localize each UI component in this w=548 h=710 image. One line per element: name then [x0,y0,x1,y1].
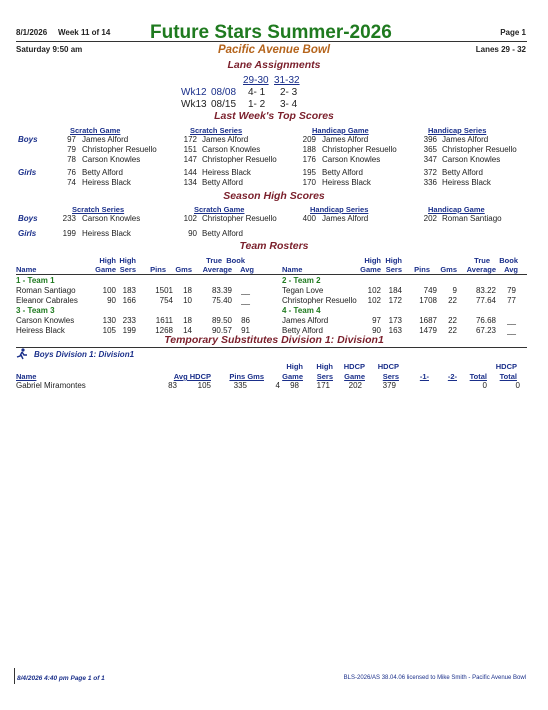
player-stat: __ [241,296,250,305]
sub-stat: 0 [515,381,520,390]
player-stat: 1479 [419,326,437,335]
lane-date: 08/08 [211,87,237,98]
score-value: 134 [183,178,197,187]
col-head: Sers [385,265,402,274]
score-value: 172 [183,135,197,144]
col-head: High [316,362,333,371]
player-stat: 1687 [419,316,437,325]
player-stat: 9 [452,286,457,295]
col-head: -2- [447,372,457,381]
player-name: James Alford [282,316,329,325]
bowler-name: Christopher Resuello [442,145,517,154]
boys-label: Boys [18,214,38,223]
player-stat: 100 [102,286,116,295]
lane-date: 08/15 [211,99,237,110]
col-head: Name [282,265,303,274]
lane-week: Wk13 [181,99,207,110]
col-head: High [119,256,136,265]
player-stat: 75.40 [211,296,232,305]
team-name: 4 - Team 4 [282,306,321,315]
player-name: Betty Alford [282,326,323,335]
player-stat: 22 [448,316,457,325]
col-head: Pins [150,265,166,274]
score-value: 209 [302,135,316,144]
player-stat: 89.50 [211,316,232,325]
subs-group: Boys Division 1: Division1 [34,350,135,359]
player-stat: 102 [367,296,381,305]
score-value: 78 [67,155,76,164]
col-head: Sers [382,372,399,381]
score-value: 144 [183,168,197,177]
team-rosters-title: Team Rosters [239,240,309,252]
col-scratch-game: Scratch Game [194,205,245,214]
col-head: Gms [440,265,457,274]
score-value: 102 [183,214,197,223]
team-name: 3 - Team 3 [16,306,55,315]
col-head: HDCP [495,362,517,371]
bowler-name: Heiress Black [442,178,491,187]
score-value: 365 [423,145,437,154]
player-stat: 10 [183,296,192,305]
player-stat: 184 [388,286,402,295]
col-head: True [474,256,490,265]
sub-stat: 98 [290,381,299,390]
player-stat: 233 [122,316,136,325]
page-label: Page 1 [500,28,526,37]
lane-match: 4- 1 [248,87,266,98]
col-head: Game [344,372,365,381]
bowler-name: Carson Knowles [442,155,501,164]
player-stat: __ [507,316,516,325]
bowler-name: James Alford [442,135,489,144]
day-time: Saturday 9:50 am [16,45,83,54]
col-head: Game [95,265,116,274]
score-value: 176 [302,155,316,164]
col-head: Avg HDCP [173,372,211,381]
lane-pair-1: 29-30 [243,75,269,86]
score-value: 347 [423,155,437,164]
sub-name: Gabriel Miramontes [16,381,86,390]
player-stat: 91 [241,326,250,335]
bowler-name: Roman Santiago [442,214,502,223]
license-text: BLS-2026/AS 38.04.06 licensed to Mike Smith - Pacific Avenue Bowl [343,675,526,681]
printed-date: 8/4/2026 4:40 pm Page 1 of 1 [17,675,105,682]
boys-label: Boys [18,135,38,144]
col-scratch-series: Scratch Series [72,205,125,214]
sub-stat: 4 [275,381,280,390]
col-head: HDCP [377,362,399,371]
bowler-name: Betty Alford [322,168,363,177]
score-value: 151 [183,145,197,154]
player-stat: 163 [388,326,402,335]
player-stat: 173 [388,316,402,325]
score-value: 97 [67,135,76,144]
player-name: Eleanor Cabrales [16,296,78,305]
col-scratch-game: Scratch Game [70,126,121,135]
bowler-name: Heiress Black [202,168,251,177]
player-stat: 102 [367,286,381,295]
player-name: Carson Knowles [16,316,75,325]
col-head: Average [202,265,232,274]
sub-stat: 83 [168,381,177,390]
player-name: Heiress Black [16,326,65,335]
col-head: Game [282,372,303,381]
bowler-name: Betty Alford [202,229,243,238]
player-stat: 79 [507,286,516,295]
player-stat: 1708 [419,296,437,305]
player-stat: 105 [102,326,116,335]
col-head: -1- [419,372,429,381]
col-head: High [385,256,402,265]
sub-stat: 202 [348,381,362,390]
col-head: High [286,362,303,371]
score-value: 195 [302,168,316,177]
lane-match: 2- 3 [280,87,298,98]
report-date: 8/1/2026 [16,28,48,37]
subs-title: Temporary Substitutes Division 1: Division1 [164,334,384,346]
player-name: Tegan Love [282,286,324,295]
player-stat: 22 [448,326,457,335]
sub-stat: 0 [482,381,487,390]
col-head: Gms [175,265,192,274]
score-value: 79 [67,145,76,154]
bowler-name: Heiress Black [82,229,131,238]
score-value: 202 [423,214,437,223]
player-stat: 22 [448,296,457,305]
col-head: Game [360,265,381,274]
girls-label: Girls [18,229,37,238]
bowler-name: Heiress Black [82,178,131,187]
col-head: Avg [240,265,254,274]
score-value: 74 [67,178,76,187]
player-stat: 749 [423,286,437,295]
player-stat: 90 [372,326,381,335]
bowler-icon [16,348,28,362]
bowler-name: Betty Alford [442,168,483,177]
player-stat: 172 [388,296,402,305]
bowler-name: Carson Knowles [82,214,141,223]
sub-stat: 171 [316,381,330,390]
bowler-name: Christopher Resuello [82,145,157,154]
col-scratch-series: Scratch Series [190,126,243,135]
player-stat: 1611 [155,316,173,325]
lane-match: 3- 4 [280,99,298,110]
bowler-name: Christopher Resuello [202,155,277,164]
lane-week: Wk12 [181,87,207,98]
sub-stat: 105 [197,381,211,390]
col-handicap-series: Handicap Series [310,205,369,214]
col-head: Total [499,372,517,381]
footer-mark [14,668,15,684]
col-handicap-game: Handicap Game [312,126,369,135]
player-stat: 90 [107,296,116,305]
report-title: Future Stars Summer-2026 [150,22,392,43]
week-label: Week 11 of 14 [58,28,111,37]
col-head: Sers [119,265,136,274]
col-handicap-game: Handicap Game [428,205,485,214]
player-stat: 130 [102,316,116,325]
season-high-title: Season High Scores [223,190,325,202]
player-stat: 199 [122,326,136,335]
girls-label: Girls [18,168,37,177]
player-name: Christopher Resuello [282,296,357,305]
lane-pair-2: 31-32 [274,75,300,86]
player-stat: 83.39 [211,286,232,295]
player-stat: 97 [372,316,381,325]
team-name: 1 - Team 1 [16,276,55,285]
score-value: 170 [302,178,316,187]
player-stat: 183 [122,286,136,295]
player-stat: 67.23 [475,326,496,335]
bowler-name: Christopher Resuello [322,145,397,154]
col-head: True [206,256,222,265]
col-head: Name [16,372,37,381]
col-head: Book [226,256,245,265]
player-stat: __ [507,326,516,335]
sub-stat: 335 [233,381,247,390]
score-value: 233 [62,214,76,223]
team-name: 2 - Team 2 [282,276,321,285]
lanes-label: Lanes 29 - 32 [475,45,526,54]
col-head: High [99,256,116,265]
bowler-name: James Alford [322,214,369,223]
player-stat: 86 [241,316,250,325]
lane-assignments-title: Lane Assignments [227,59,321,71]
bowler-name: Betty Alford [82,168,123,177]
player-stat: 754 [159,296,173,305]
last-week-title: Last Week's Top Scores [214,110,334,122]
score-value: 76 [67,168,76,177]
col-head: Pins Gms [229,372,264,381]
bowler-name: Betty Alford [202,178,243,187]
score-value: 372 [423,168,437,177]
score-value: 147 [183,155,197,164]
bowler-name: James Alford [202,135,249,144]
bowler-name: Carson Knowles [202,145,261,154]
player-stat: 77.64 [475,296,496,305]
player-stat: 1268 [155,326,173,335]
player-stat: 1501 [155,286,173,295]
player-stat: 18 [183,316,192,325]
col-head: Name [16,265,37,274]
player-stat: __ [241,286,250,295]
bowler-name: Carson Knowles [82,155,141,164]
player-stat: 76.68 [475,316,496,325]
score-value: 199 [62,229,76,238]
header-rule [16,41,527,42]
col-head: Total [469,372,487,381]
player-stat: 90.57 [211,326,232,335]
col-handicap-series: Handicap Series [428,126,487,135]
player-stat: 166 [122,296,136,305]
col-head: Pins [414,265,430,274]
bowler-name: James Alford [322,135,369,144]
bowler-name: Christopher Resuello [202,214,277,223]
player-stat: 14 [183,326,192,335]
center-name: Pacific Avenue Bowl [217,44,331,56]
col-head: Average [466,265,496,274]
score-value: 336 [423,178,437,187]
bowler-name: Carson Knowles [322,155,381,164]
score-value: 90 [188,229,197,238]
subs-rule [16,347,527,348]
bowler-name: James Alford [82,135,129,144]
score-value: 396 [423,135,437,144]
lane-match: 1- 2 [248,99,266,110]
col-head: Book [499,256,518,265]
player-stat: 18 [183,286,192,295]
score-value: 188 [302,145,316,154]
player-name: Roman Santiago [16,286,76,295]
player-stat: 83.22 [475,286,496,295]
col-head: High [364,256,381,265]
sub-stat: 379 [382,381,396,390]
col-head: HDCP [343,362,365,371]
score-value: 400 [302,214,316,223]
bowler-name: Heiress Black [322,178,371,187]
player-stat: 77 [507,296,516,305]
roster-rule [16,274,527,275]
col-head: Sers [316,372,333,381]
col-head: Avg [504,265,518,274]
